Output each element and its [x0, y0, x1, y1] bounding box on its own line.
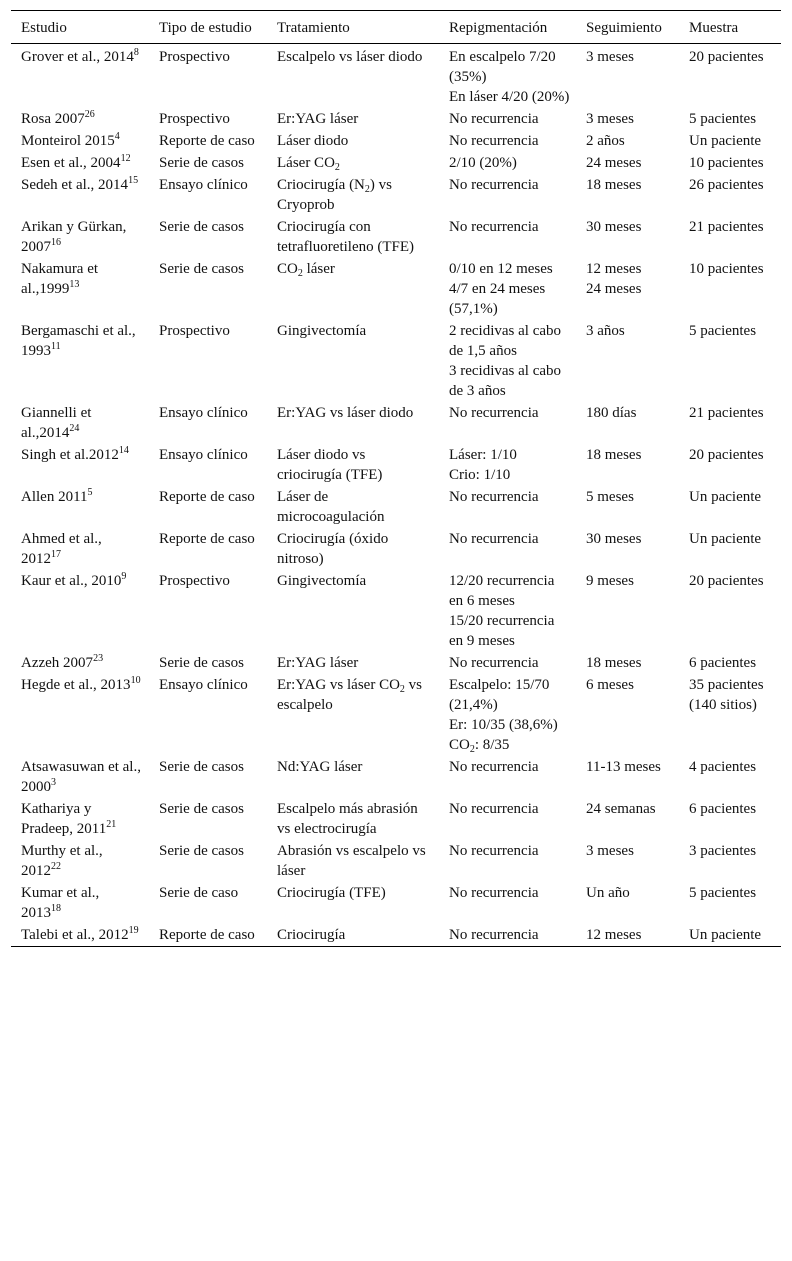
- cell-repigmentacion: [439, 798, 576, 840]
- subscript: 2: [297, 268, 303, 279]
- cell-muestra: 20 pacientes: [689, 573, 764, 589]
- reference-number: 4: [114, 131, 120, 142]
- tratamiento-text: Criocirugía (N: [277, 177, 365, 193]
- cell-repigmentacion: [439, 882, 576, 924]
- repigmentacion-line: No recurrencia: [449, 111, 539, 127]
- table-row: [11, 528, 781, 570]
- table-row: [11, 152, 781, 174]
- cell-seguimiento: 2 años: [586, 133, 625, 149]
- cell-muestra: Un paciente: [689, 927, 762, 943]
- estudio-text: Atsawasuwan et al., 2000: [21, 759, 141, 795]
- table-row: [11, 924, 781, 947]
- cell-seguimiento: 18 meses: [586, 447, 642, 463]
- tratamiento-text: Láser CO: [277, 155, 335, 171]
- cell-seguimiento: 9 meses: [586, 573, 634, 589]
- repigmentacion-text: CO: [449, 737, 470, 753]
- table-row: [11, 44, 781, 109]
- tratamiento-text: Gingivectomía: [277, 573, 367, 589]
- repigmentacion-line: 2 recidivas al cabo de 1,5 años: [449, 323, 562, 359]
- tratamiento-text: Er:YAG vs láser CO: [277, 677, 400, 693]
- cell-seguimiento: 5 meses: [586, 489, 634, 505]
- reference-number: 9: [121, 571, 127, 582]
- cell-tratamiento: [267, 152, 439, 174]
- estudio-text: Kaur et al., 2010: [21, 573, 122, 589]
- cell-tipo: Serie de casos: [159, 261, 244, 277]
- cell-tratamiento: [267, 798, 439, 840]
- cell-tipo: Prospectivo: [159, 323, 230, 339]
- cell-repigmentacion: [439, 444, 576, 486]
- table-row: [11, 756, 781, 798]
- cell-tipo: Prospectivo: [159, 111, 230, 127]
- cell-tipo: Reporte de caso: [159, 531, 255, 547]
- cell-repigmentacion: [439, 924, 576, 947]
- cell-repigmentacion: [439, 258, 576, 320]
- reference-number: 22: [51, 861, 61, 872]
- header-tipo: Tipo de estudio: [159, 20, 252, 36]
- table-row: [11, 174, 781, 216]
- cell-tipo: Reporte de caso: [159, 927, 255, 943]
- repigmentacion-line: [449, 735, 570, 755]
- studies-table: [11, 10, 781, 947]
- cell-tipo: Ensayo clínico: [159, 447, 248, 463]
- table-row: [11, 402, 781, 444]
- estudio-text: Ahmed et al., 2012: [21, 531, 102, 567]
- cell-tratamiento: [267, 756, 439, 798]
- header-tratamiento: Tratamiento: [277, 20, 350, 36]
- cell-tratamiento: [267, 44, 439, 109]
- reference-number: 15: [128, 175, 139, 186]
- subscript: 2: [334, 162, 340, 173]
- cell-estudio: [11, 798, 149, 840]
- table-row: [11, 486, 781, 528]
- cell-muestra: 6 pacientes: [689, 655, 757, 671]
- repigmentacion-line: No recurrencia: [449, 177, 539, 193]
- table-body: [11, 44, 781, 947]
- tratamiento-text: Er:YAG vs láser diodo: [277, 405, 414, 421]
- cell-estudio: [11, 570, 149, 652]
- cell-tratamiento: [267, 528, 439, 570]
- tratamiento-text-after: vs escalpelo: [277, 677, 422, 713]
- cell-seguimiento: 12 meses: [586, 927, 642, 943]
- cell-tipo: Ensayo clínico: [159, 177, 248, 193]
- cell-repigmentacion: [439, 130, 576, 152]
- cell-repigmentacion: [439, 216, 576, 258]
- cell-muestra: Un paciente: [689, 489, 762, 505]
- cell-tipo: Serie de casos: [159, 759, 244, 775]
- table-row: [11, 216, 781, 258]
- cell-seguimiento: 6 meses: [586, 677, 634, 693]
- header-seguimiento: Seguimiento: [586, 20, 662, 36]
- cell-estudio: [11, 320, 149, 402]
- tratamiento-text: Er:YAG láser: [277, 655, 359, 671]
- cell-seguimiento: 24 meses: [586, 155, 642, 171]
- tratamiento-text: Er:YAG láser: [277, 111, 359, 127]
- cell-tipo: Serie de casos: [159, 219, 244, 235]
- cell-muestra: 20 pacientes: [689, 447, 764, 463]
- cell-seguimiento: 3 meses: [586, 843, 634, 859]
- cell-tratamiento: [267, 130, 439, 152]
- table-row: [11, 570, 781, 652]
- repigmentacion-line: En láser 4/20 (20%): [449, 89, 570, 105]
- reference-number: 11: [51, 341, 61, 352]
- tratamiento-text: Criocirugía con tetrafluoretileno (TFE): [277, 219, 415, 255]
- repigmentacion-line: Escalpelo: 15/70 (21,4%): [449, 677, 550, 713]
- estudio-text: Hegde et al., 2013: [21, 677, 131, 693]
- cell-estudio: [11, 152, 149, 174]
- cell-estudio: [11, 674, 149, 756]
- cell-tratamiento: [267, 570, 439, 652]
- cell-tipo: Serie de caso: [159, 885, 239, 901]
- cell-seguimiento: 30 meses: [586, 219, 642, 235]
- cell-muestra: 10 pacientes: [689, 155, 764, 171]
- estudio-text: Azzeh 2007: [21, 655, 94, 671]
- cell-muestra: Un paciente: [689, 531, 762, 547]
- cell-muestra: 5 pacientes: [689, 323, 757, 339]
- estudio-text: Arikan y Gürkan, 2007: [21, 219, 127, 255]
- header-estudio: Estudio: [21, 20, 67, 36]
- repigmentacion-line: 15/20 recurrencia en 9 meses: [449, 613, 555, 649]
- cell-tratamiento: [267, 882, 439, 924]
- repigmentacion-line: No recurrencia: [449, 927, 539, 943]
- tratamiento-text: Gingivectomía: [277, 323, 367, 339]
- cell-tratamiento: [267, 402, 439, 444]
- cell-seguimiento: 18 meses: [586, 177, 642, 193]
- cell-seguimiento: 30 meses: [586, 531, 642, 547]
- cell-estudio: [11, 130, 149, 152]
- repigmentacion-line: Láser: 1/10: [449, 447, 517, 463]
- cell-muestra: Un paciente: [689, 133, 762, 149]
- cell-repigmentacion: [439, 402, 576, 444]
- tratamiento-text-after: ) vs Cryoprob: [277, 177, 392, 213]
- repigmentacion-line: 0/10 en 12 meses: [449, 261, 553, 277]
- table-row: [11, 882, 781, 924]
- estudio-text: Talebi et al., 2012: [21, 927, 129, 943]
- cell-seguimiento: 18 meses: [586, 655, 642, 671]
- cell-repigmentacion: [439, 528, 576, 570]
- cell-estudio: [11, 258, 149, 320]
- cell-estudio: [11, 44, 149, 109]
- cell-tratamiento: [267, 174, 439, 216]
- estudio-text: Grover et al., 2014: [21, 49, 134, 65]
- cell-repigmentacion: [439, 570, 576, 652]
- table-row: [11, 840, 781, 882]
- cell-repigmentacion: [439, 652, 576, 674]
- cell-muestra: 5 pacientes: [689, 111, 757, 127]
- reference-number: 21: [106, 819, 117, 830]
- cell-tratamiento: [267, 652, 439, 674]
- cell-muestra: 5 pacientes: [689, 885, 757, 901]
- cell-muestra: 26 pacientes: [689, 177, 764, 193]
- tratamiento-text: Nd:YAG láser: [277, 759, 363, 775]
- cell-repigmentacion: [439, 174, 576, 216]
- cell-tipo: Serie de casos: [159, 843, 244, 859]
- repigmentacion-line: No recurrencia: [449, 133, 539, 149]
- tratamiento-text: CO: [277, 261, 298, 277]
- table-row: [11, 674, 781, 756]
- reference-number: 23: [93, 653, 104, 664]
- cell-seguimiento: Un año: [586, 885, 630, 901]
- tratamiento-text: Criocirugía (óxido nitroso): [277, 531, 389, 567]
- repigmentacion-line: No recurrencia: [449, 801, 539, 817]
- reference-number: 14: [118, 445, 129, 456]
- tratamiento-text: Criocirugía (TFE): [277, 885, 386, 901]
- cell-seguimiento: 3 meses: [586, 111, 634, 127]
- reference-number: 8: [133, 47, 139, 58]
- cell-tipo: Ensayo clínico: [159, 405, 248, 421]
- cell-seguimiento: 3 meses: [586, 49, 634, 65]
- cell-estudio: [11, 528, 149, 570]
- cell-repigmentacion: [439, 756, 576, 798]
- reference-number: 10: [130, 675, 141, 686]
- reference-number: 26: [84, 109, 95, 120]
- repigmentacion-line: En escalpelo 7/20 (35%): [449, 49, 556, 85]
- repigmentacion-line: No recurrencia: [449, 531, 539, 547]
- cell-tratamiento: [267, 924, 439, 947]
- seguimiento-line: 12 meses: [586, 261, 642, 277]
- cell-estudio: [11, 756, 149, 798]
- cell-tratamiento: [267, 320, 439, 402]
- tratamiento-text: Láser de microcoagulación: [277, 489, 385, 525]
- header-muestra: Muestra: [689, 20, 739, 36]
- cell-muestra: 10 pacientes: [689, 261, 764, 277]
- cell-estudio: [11, 486, 149, 528]
- cell-tratamiento: [267, 216, 439, 258]
- cell-tratamiento: [267, 674, 439, 756]
- table-row: [11, 258, 781, 320]
- cell-repigmentacion: [439, 152, 576, 174]
- repigmentacion-line: No recurrencia: [449, 655, 539, 671]
- tratamiento-text: Escalpelo vs láser diodo: [277, 49, 423, 65]
- cell-tratamiento: [267, 486, 439, 528]
- header-repigmentacion: Repigmentación: [449, 20, 548, 36]
- subscript: 2: [399, 684, 405, 695]
- reference-number: 16: [51, 237, 61, 248]
- reference-number: 19: [128, 925, 139, 936]
- cell-tratamiento: [267, 108, 439, 130]
- cell-estudio: [11, 216, 149, 258]
- cell-estudio: [11, 174, 149, 216]
- reference-number: 24: [69, 423, 80, 434]
- tratamiento-text: Abrasión vs escalpelo vs láser: [277, 843, 426, 879]
- repigmentacion-line: No recurrencia: [449, 843, 539, 859]
- cell-muestra: 21 pacientes: [689, 219, 764, 235]
- cell-repigmentacion: [439, 320, 576, 402]
- table-container: [11, 10, 781, 947]
- cell-repigmentacion: [439, 486, 576, 528]
- cell-tratamiento: [267, 840, 439, 882]
- cell-tipo: Serie de casos: [159, 655, 244, 671]
- repigmentacion-text-after: : 8/35: [474, 737, 510, 753]
- estudio-text: Monteirol 2015: [21, 133, 115, 149]
- estudio-text: Murthy et al., 2012: [21, 843, 103, 879]
- reference-number: 12: [120, 153, 131, 164]
- cell-tipo: Reporte de caso: [159, 489, 255, 505]
- tratamiento-text: Escalpelo más abrasión vs electrocirugía: [277, 801, 418, 837]
- cell-seguimiento: 24 semanas: [586, 801, 656, 817]
- cell-tratamiento: [267, 258, 439, 320]
- cell-muestra: 35 pacientes (140 sitios): [689, 677, 764, 713]
- table-row: [11, 444, 781, 486]
- repigmentacion-line: No recurrencia: [449, 489, 539, 505]
- cell-tipo: Serie de casos: [159, 801, 244, 817]
- estudio-text: Kumar et al., 2013: [21, 885, 100, 921]
- cell-muestra: 4 pacientes: [689, 759, 757, 775]
- repigmentacion-line: Er: 10/35 (38,6%): [449, 717, 558, 733]
- seguimiento-line: 24 meses: [586, 281, 642, 297]
- cell-seguimiento: 180 días: [586, 405, 637, 421]
- estudio-text: Esen et al., 2004: [21, 155, 121, 171]
- estudio-text: Sedeh et al., 2014: [21, 177, 129, 193]
- repigmentacion-line: 3 recidivas al cabo de 3 años: [449, 363, 562, 399]
- tratamiento-text: Láser diodo vs criocirugía (TFE): [277, 447, 383, 483]
- cell-estudio: [11, 652, 149, 674]
- cell-estudio: [11, 840, 149, 882]
- cell-tipo: Reporte de caso: [159, 133, 255, 149]
- cell-repigmentacion: [439, 108, 576, 130]
- estudio-text: Bergamaschi et al., 1993: [21, 323, 136, 359]
- cell-repigmentacion: [439, 840, 576, 882]
- cell-muestra: 6 pacientes: [689, 801, 757, 817]
- tratamiento-text: Láser diodo: [277, 133, 349, 149]
- cell-tipo: Serie de casos: [159, 155, 244, 171]
- cell-tratamiento: [267, 444, 439, 486]
- cell-tipo: Prospectivo: [159, 573, 230, 589]
- cell-estudio: [11, 882, 149, 924]
- table-row: [11, 652, 781, 674]
- reference-number: 18: [51, 903, 61, 914]
- repigmentacion-line: No recurrencia: [449, 885, 539, 901]
- repigmentacion-line: 4/7 en 24 meses (57,1%): [449, 281, 546, 317]
- repigmentacion-line: No recurrencia: [449, 759, 539, 775]
- estudio-text: Singh et al.2012: [21, 447, 119, 463]
- cell-repigmentacion: [439, 674, 576, 756]
- estudio-text: Kathariya y Pradeep, 2011: [21, 801, 107, 837]
- table-row: [11, 130, 781, 152]
- estudio-text: Nakamura et al.,1999: [21, 261, 99, 297]
- estudio-text: Allen 2011: [21, 489, 88, 505]
- repigmentacion-line: No recurrencia: [449, 405, 539, 421]
- cell-estudio: [11, 108, 149, 130]
- cell-tipo: Prospectivo: [159, 49, 230, 65]
- cell-seguimiento: [576, 258, 679, 320]
- cell-muestra: 21 pacientes: [689, 405, 764, 421]
- reference-number: 13: [69, 279, 80, 290]
- header-row: [11, 11, 781, 44]
- table-row: [11, 798, 781, 840]
- cell-tipo: Ensayo clínico: [159, 677, 248, 693]
- reference-number: 5: [87, 487, 93, 498]
- table-row: [11, 108, 781, 130]
- tratamiento-text-after: láser: [302, 261, 335, 277]
- cell-estudio: [11, 444, 149, 486]
- cell-repigmentacion: [439, 44, 576, 109]
- table-row: [11, 320, 781, 402]
- cell-muestra: 20 pacientes: [689, 49, 764, 65]
- tratamiento-text: Criocirugía: [277, 927, 346, 943]
- cell-muestra: 3 pacientes: [689, 843, 757, 859]
- repigmentacion-line: 2/10 (20%): [449, 155, 517, 171]
- subscript: 2: [364, 184, 370, 195]
- cell-estudio: [11, 402, 149, 444]
- cell-estudio: [11, 924, 149, 947]
- cell-seguimiento: 3 años: [586, 323, 625, 339]
- reference-number: 17: [51, 549, 61, 560]
- estudio-text: Giannelli et al.,2014: [21, 405, 92, 441]
- subscript: 2: [469, 744, 475, 755]
- cell-seguimiento: 11-13 meses: [586, 759, 661, 775]
- repigmentacion-line: 12/20 recurrencia en 6 meses: [449, 573, 555, 609]
- reference-number: 3: [51, 777, 56, 788]
- repigmentacion-line: No recurrencia: [449, 219, 539, 235]
- estudio-text: Rosa 2007: [21, 111, 85, 127]
- repigmentacion-line: Crio: 1/10: [449, 467, 511, 483]
